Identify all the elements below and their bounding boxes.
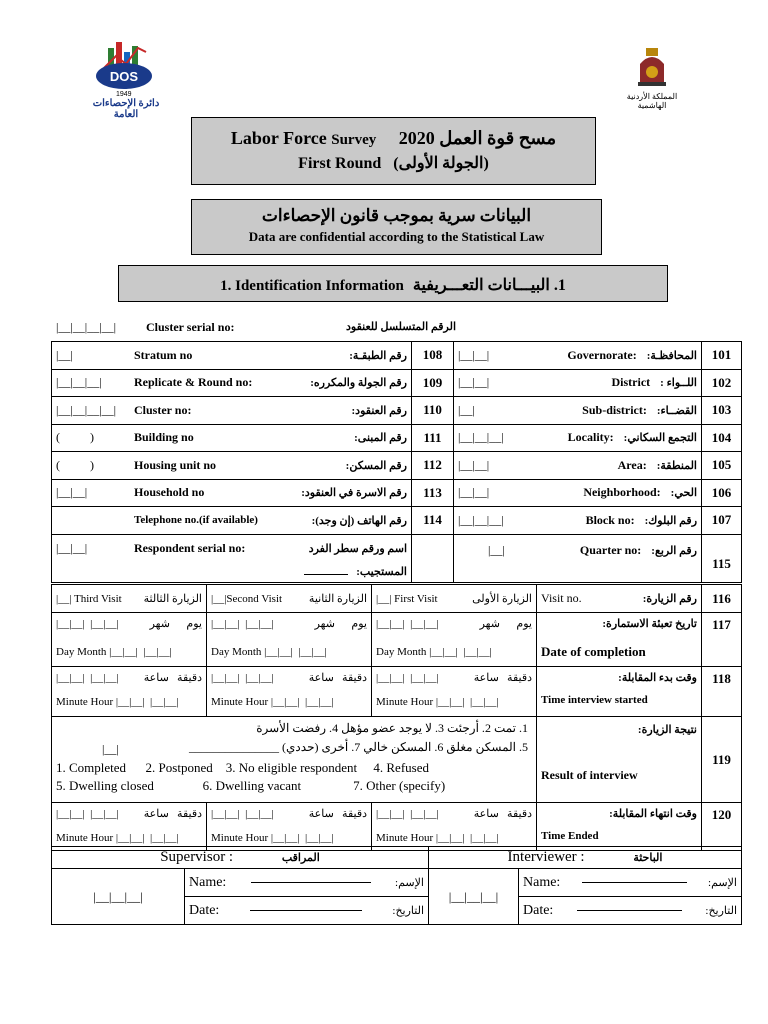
empty-number-cell (412, 534, 454, 582)
right-field-label-en: Block no: (585, 512, 635, 527)
entry-labels-ar: يوم شهر (479, 618, 532, 630)
right-field-box[interactable]: |__| (458, 402, 475, 417)
entry-labels-en: Minute Hour (56, 696, 114, 708)
entry-labels-ar: يوم شهر (149, 618, 202, 630)
left-field-cell[interactable] (52, 397, 412, 425)
left-field-label-ar: رقم المسكن: (345, 459, 407, 472)
entry-boxes-bottom[interactable]: |__|__| |__|__| (115, 832, 179, 844)
entry-boxes-top[interactable]: |__|__| |__|__| (376, 671, 439, 684)
interviewer-date-en: Date: (523, 902, 554, 918)
question-number: 104 (702, 424, 742, 452)
third-visit-box[interactable]: |__| (56, 592, 72, 605)
right-field-label-ar: المحافظـة: (646, 349, 697, 362)
quarter-box[interactable]: |__| (488, 542, 505, 557)
identification-row (52, 369, 742, 397)
time-label-cell (537, 667, 702, 717)
supervisor-name-en: Name: (189, 874, 227, 890)
visit-row (52, 585, 742, 613)
started-row (52, 667, 742, 717)
confidential-en: Data are confidential according to the Statistical Law (248, 229, 545, 244)
question-number: 103 (702, 397, 742, 425)
dos-caption: دائرة الإحصاءات العامة (92, 98, 160, 120)
left-field-box[interactable]: |__|__| (56, 485, 88, 500)
entry-labels-en: Minute Hour (211, 696, 269, 708)
supervisor-date-ar: التاريخ: (392, 905, 424, 917)
question-number: 106 (702, 479, 742, 507)
right-field-cell[interactable] (454, 424, 702, 452)
supervisor-name-field[interactable] (185, 869, 429, 897)
left-field-cell[interactable] (52, 507, 412, 535)
question-number: 107 (702, 507, 742, 535)
cluster-serial-ar: الرقم المتسلسل للعنقود (346, 321, 457, 333)
svg-text:DOS: DOS (109, 69, 139, 84)
identification-row (52, 397, 742, 425)
section-box (118, 265, 668, 302)
right-field-label-ar: الحي: (670, 487, 697, 500)
entry-boxes-bottom[interactable]: |__|__| |__|__| (435, 832, 499, 844)
time-entry-cell[interactable] (207, 667, 372, 717)
date-entry-cell[interactable] (52, 613, 207, 667)
left-field-label-en: Replicate & Round no: (134, 375, 253, 390)
date-entry-cell[interactable] (372, 613, 537, 667)
question-number: 116 (702, 585, 742, 613)
survey-title-en-b: Survey (331, 132, 377, 148)
crown-emblem-icon (612, 44, 692, 90)
interviewer-date-field[interactable] (519, 897, 742, 925)
left-field-label-en: Telephone no.(if available) (134, 514, 258, 527)
left-field-label-ar: رقم العنقود: (351, 404, 407, 417)
time-entry-cell[interactable] (207, 803, 372, 851)
entry-labels-ar: دقيقة ساعة (308, 808, 367, 820)
section-title-en: 1. Identification Information (220, 278, 404, 294)
entry-boxes-bottom[interactable]: |__|__| |__|__| (270, 832, 334, 844)
left-field-label-ar: رقم المبنى: (354, 432, 407, 445)
result-row (52, 717, 742, 803)
interviewer-name-ar: الإسم: (708, 877, 737, 889)
left-field-box[interactable]: |__|__|__|__| (56, 402, 117, 417)
ended-row (52, 803, 742, 851)
result-en-line1: 1. Completed 2. Postponed 3. No eligible respondent 4. Refused (56, 760, 429, 775)
emblem-caption: المملكة الأردنية الهاشمية (626, 92, 678, 110)
left-field-cell[interactable] (52, 369, 412, 397)
entry-boxes-bottom[interactable]: |__|__| |__|__| (270, 696, 334, 708)
question-number: 109 (412, 369, 454, 397)
time-label-en: Time Ended (541, 830, 599, 842)
cluster-serial-row (56, 320, 496, 338)
supervisor-date-field[interactable] (185, 897, 429, 925)
right-field-label-ar: رقم البلوك: (644, 514, 697, 527)
respondent-label-ar: اسم ورقم سطر الفرد (308, 542, 407, 555)
time-label-en: Time interview started (541, 694, 648, 706)
second-visit-box[interactable]: |__| (211, 592, 227, 605)
entry-boxes-bottom[interactable]: |__|__| |__|__| (435, 696, 499, 708)
respondent-box[interactable]: |__|__| (56, 540, 88, 555)
supervisor-code-box[interactable]: |__|__|__| (52, 869, 185, 925)
respondent-name-line[interactable] (304, 574, 348, 575)
entry-labels-en: Minute Hour (376, 696, 434, 708)
jordan-emblem (612, 44, 692, 108)
time-entry-cell[interactable] (372, 667, 537, 717)
right-field-label-en: Neighborhood: (583, 485, 661, 500)
entry-labels-en: Minute Hour (211, 832, 269, 844)
right-field-box[interactable]: |__|__|__| (458, 430, 504, 445)
first-visit-box[interactable]: |__| (376, 592, 392, 605)
round-ar: (الجولة الأولى) (393, 155, 489, 172)
visit-label-ar: رقم الزيارة: (642, 593, 697, 605)
right-field-box[interactable]: |__|__| (458, 375, 490, 390)
right-field-cell[interactable] (454, 397, 702, 425)
identification-row (52, 507, 742, 535)
left-field-cell[interactable] (52, 479, 412, 507)
quarter-label-ar: رقم الربع: (651, 544, 697, 557)
supervisor-label-en: Supervisor : (160, 849, 234, 865)
supervisor-date-en: Date: (189, 902, 220, 918)
dos-logo (86, 38, 166, 120)
cluster-serial-en: Cluster serial no: (146, 320, 235, 334)
question-number: 108 (412, 342, 454, 370)
entry-boxes-top[interactable]: |__|__| |__|__| (376, 617, 439, 630)
left-field-box[interactable]: ( ) (56, 457, 94, 472)
right-field-label-ar: اللــواء : (660, 377, 697, 390)
entry-labels-ar: دقيقة ساعة (143, 808, 202, 820)
time-label-ar: وقت بدء المقابلة: (618, 672, 697, 684)
third-visit-cell[interactable] (52, 585, 207, 613)
left-field-label-ar: رقم الاسرة في العنقود: (301, 487, 407, 500)
second-visit-cell[interactable] (207, 585, 372, 613)
question-number: 118 (702, 667, 742, 717)
dos-year: 1949 (116, 91, 132, 98)
respondent-label-ar2: المستجيب: (356, 565, 407, 578)
left-field-cell[interactable] (52, 452, 412, 480)
interviewer-header (429, 847, 742, 869)
result-en-line2: 5. Dwelling closed 6. Dwelling vacant 7. Other (specify) (56, 778, 446, 793)
entry-labels-en: Day Month (211, 646, 262, 658)
question-number: 113 (412, 479, 454, 507)
date-entry-cell[interactable] (207, 613, 372, 667)
survey-title-en: Labor Force (230, 128, 327, 148)
second-visit-en: Second Visit (226, 592, 283, 605)
right-field-cell[interactable] (454, 507, 702, 535)
quarter-label-en: Quarter no: (579, 542, 642, 557)
result-ar-line2: 5. المسكن مغلق 6. المسكن خالي 7. أخرى (حددي) _______________ (189, 740, 528, 754)
identification-row (52, 452, 742, 480)
entry-boxes-top[interactable]: |__|__| |__|__| (56, 807, 119, 820)
entry-labels-ar: دقيقة ساعة (308, 672, 367, 684)
interviewer-label-ar: الباحثة (633, 852, 663, 864)
visit-label-cell (537, 585, 702, 613)
time-label-en: Date of completion (541, 644, 646, 659)
time-label-ar: وقت انتهاء المقابلة: (609, 808, 697, 820)
time-label-ar: تاريخ تعبئة الاستمارة: (602, 618, 697, 630)
right-field-cell[interactable] (454, 369, 702, 397)
confidential-ar: البيانات سرية بموجب قانون الإحصاءات (261, 206, 532, 225)
question-number: 112 (412, 452, 454, 480)
left-field-label-en: Stratum no (134, 347, 193, 362)
left-field-label-ar: رقم الجولة والمكرره: (310, 377, 407, 390)
entry-labels-ar: دقيقة ساعة (473, 808, 532, 820)
entry-boxes-top[interactable]: |__|__| |__|__| (211, 671, 274, 684)
left-field-label-en: Housing unit no (134, 457, 217, 472)
result-label-ar: نتيجة الزيارة: (637, 724, 697, 736)
entry-labels-ar: يوم شهر (314, 618, 367, 630)
result-box[interactable]: |__| (102, 742, 119, 756)
supervisor-label-ar: المراقب (281, 852, 320, 864)
left-field-label-en: Cluster no: (134, 402, 192, 417)
round-en: First Round (298, 155, 382, 172)
interviewer-date-ar: التاريخ: (705, 905, 737, 917)
respondent-row (52, 534, 742, 582)
confidential-box (191, 199, 602, 255)
left-field-box[interactable]: ( ) (56, 430, 94, 445)
right-field-label-en: Area: (617, 457, 647, 472)
identification-row (52, 342, 742, 370)
first-visit-ar: الزيارة الأولى (472, 593, 532, 605)
first-visit-cell[interactable] (372, 585, 537, 613)
entry-boxes-bottom[interactable]: |__|__| |__|__| (429, 646, 492, 658)
left-field-cell[interactable] (52, 424, 412, 452)
survey-year: 2020 (398, 128, 435, 148)
question-number: 102 (702, 369, 742, 397)
entry-labels-en: Minute Hour (56, 832, 114, 844)
identification-row (52, 479, 742, 507)
completion-row (52, 613, 742, 667)
respondent-cell[interactable] (52, 534, 412, 582)
entry-labels-en: Minute Hour (376, 832, 434, 844)
question-number: 115 (702, 534, 742, 582)
entry-boxes-top[interactable]: |__|__| |__|__| (376, 807, 439, 820)
right-field-label-en: District (611, 375, 651, 390)
visit-table (51, 584, 742, 851)
identification-row (52, 424, 742, 452)
entry-labels-en: Day Month (376, 646, 427, 658)
cluster-serial-boxes[interactable]: |__|__|__|__| (56, 320, 117, 334)
question-number: 101 (702, 342, 742, 370)
identification-table (51, 341, 742, 583)
supervisor-name-ar: الإسم: (395, 877, 424, 889)
entry-labels-ar: دقيقة ساعة (143, 672, 202, 684)
respondent-label-en: Respondent serial no: (134, 540, 246, 555)
question-number: 114 (412, 507, 454, 535)
quarter-cell[interactable] (454, 534, 702, 582)
right-field-label-en: Locality: (567, 430, 614, 445)
time-label-cell (537, 613, 702, 667)
right-field-box[interactable]: |__|__| (458, 485, 490, 500)
first-visit-en: First Visit (394, 592, 438, 605)
right-field-cell[interactable] (454, 452, 702, 480)
interviewer-code-box[interactable]: |__|__|__| (429, 869, 519, 925)
question-number: 117 (702, 613, 742, 667)
entry-boxes-top[interactable]: |__|__| |__|__| (211, 807, 274, 820)
right-field-box[interactable]: |__|__| (458, 347, 490, 362)
right-field-label-ar: التجمع السكاني: (623, 432, 697, 445)
right-field-label-en: Governorate: (567, 347, 637, 362)
time-label-cell (537, 803, 702, 851)
result-ar-line1: 1. تمت 2. أرجئت 3. لا يوجد عضو مؤهل 4. رفضت الأسرة (256, 721, 528, 735)
entry-boxes-top[interactable]: |__|__| |__|__| (56, 671, 119, 684)
entry-labels-en: Day Month (56, 646, 107, 658)
entry-labels-ar: دقيقة ساعة (473, 672, 532, 684)
entry-boxes-bottom[interactable]: |__|__| |__|__| (115, 696, 179, 708)
question-number: 110 (412, 397, 454, 425)
interviewer-label-en: Interviewer : (507, 849, 585, 865)
time-entry-cell[interactable] (372, 803, 537, 851)
result-options-cell[interactable] (52, 717, 537, 803)
right-field-cell[interactable] (454, 342, 702, 370)
right-field-label-en: Sub-district: (582, 402, 647, 417)
left-field-box[interactable]: |__|__|__| (56, 375, 102, 390)
question-number: 120 (702, 803, 742, 851)
right-field-label-ar: المنطقة: (656, 459, 697, 472)
left-field-box[interactable]: |__| (56, 347, 73, 362)
second-visit-ar: الزيارة الثانية (308, 593, 367, 605)
interviewer-name-field[interactable] (519, 869, 742, 897)
dos-logo-icon (86, 38, 166, 94)
left-field-label-ar: رقم الهاتف (إن وجد): (311, 514, 407, 527)
interviewer-name-en: Name: (523, 874, 561, 890)
question-number: 111 (412, 424, 454, 452)
time-entry-cell[interactable] (52, 803, 207, 851)
right-field-label-ar: القضــاء: (656, 404, 697, 417)
question-number: 119 (702, 717, 742, 803)
third-visit-ar: الزيارة الثالثة (143, 593, 202, 605)
entry-boxes-bottom[interactable]: |__|__| |__|__| (109, 646, 172, 658)
left-field-label-en: Household no (134, 485, 205, 500)
question-number: 105 (702, 452, 742, 480)
result-label-cell (537, 717, 702, 803)
result-label-en: Result of interview (541, 768, 638, 782)
left-field-cell[interactable] (52, 342, 412, 370)
entry-boxes-top[interactable]: |__|__| |__|__| (211, 617, 274, 630)
entry-boxes-top[interactable]: |__|__| |__|__| (56, 617, 119, 630)
time-entry-cell[interactable] (52, 667, 207, 717)
right-field-box[interactable]: |__|__| (458, 457, 490, 472)
entry-boxes-bottom[interactable]: |__|__| |__|__| (264, 646, 327, 658)
title-box (191, 117, 596, 185)
supervisor-header (52, 847, 429, 869)
right-field-box[interactable]: |__|__|__| (458, 512, 504, 527)
signature-table (51, 846, 742, 925)
left-field-label-en: Building no (134, 430, 194, 445)
right-field-cell[interactable] (454, 479, 702, 507)
left-field-label-ar: رقم الطبقـة: (349, 349, 407, 362)
survey-title-ar: مسح قوة العمل (439, 128, 557, 148)
section-title-ar: 1. البيـــانات التعـــريفية (412, 277, 566, 294)
third-visit-en: Third Visit (73, 592, 122, 605)
visit-label-en: Visit no. (541, 591, 582, 605)
